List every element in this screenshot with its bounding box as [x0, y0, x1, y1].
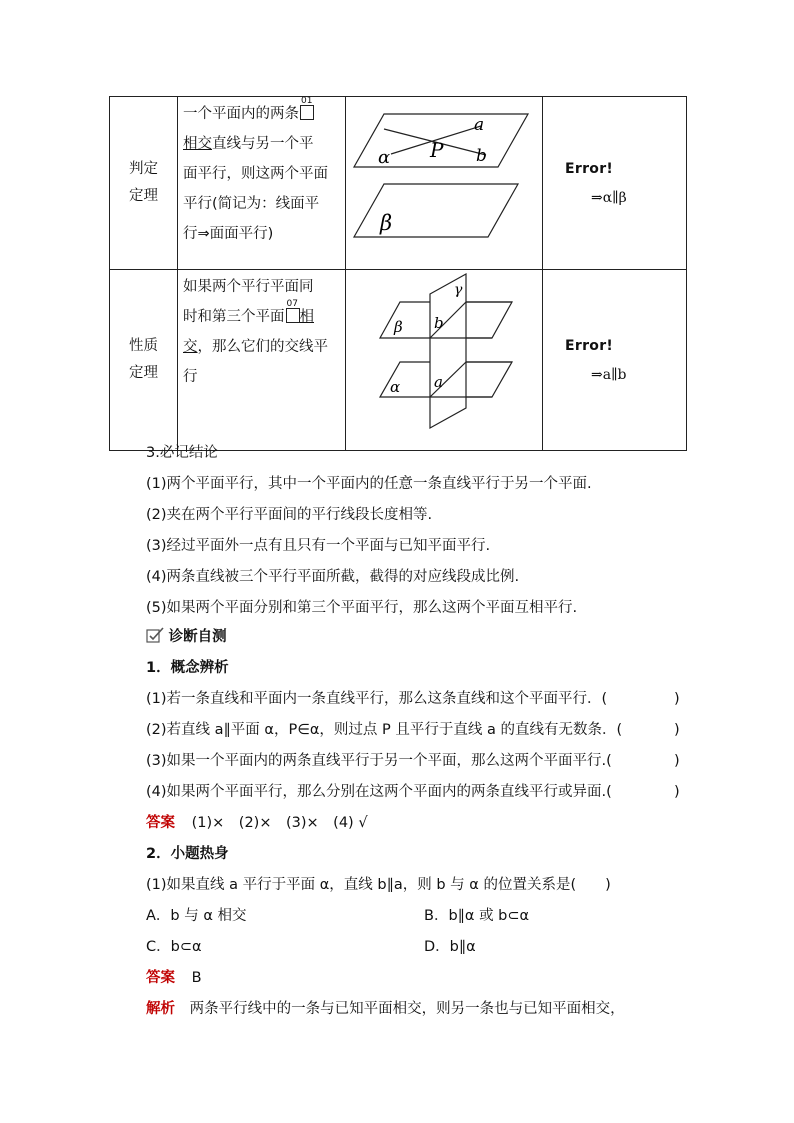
- checkbox-check-icon: [146, 627, 164, 643]
- parallel-planes-figure: [346, 97, 542, 265]
- label-alpha: α: [390, 378, 401, 396]
- theorem-table: [109, 96, 687, 451]
- label-a: a: [474, 115, 485, 135]
- close-paren: ): [674, 722, 680, 738]
- question: (1)如果直线 a 平行于平面 α，直线 b∥a，则 b 与 α 的位置关系是( ): [146, 877, 611, 893]
- underlined-char: 交: [183, 339, 198, 355]
- answer-line: 答案 B: [146, 970, 202, 986]
- label-b: b: [434, 314, 444, 332]
- conclusion-item: (2)夹在两个平行平面间的平行线段长度相等.: [146, 507, 433, 523]
- label-P: P: [430, 138, 444, 162]
- diagnosis-header: 诊断自测: [146, 627, 227, 647]
- judgment-item: (4)如果两个平面平行，那么分别在这两个平面内的两条直线平行或异面.(: [146, 784, 612, 800]
- conclusion-item: (5)如果两个平面分别和第三个平面平行，那么这两个平面互相平行.: [146, 600, 578, 616]
- row-description: 如果两个平行平面同 时和第三个平面 07 相 交，那么它们的交线平 行: [178, 270, 346, 451]
- desc-line: 直线与另一个平: [212, 136, 314, 152]
- judgment-item: (1)若一条直线和平面内一条直线平行，那么这条直线和这个平面平行．(: [146, 691, 608, 707]
- label-alpha: α: [378, 147, 391, 168]
- close-paren: ): [674, 753, 680, 769]
- option-a: A．b 与 α 相交: [146, 908, 247, 924]
- section-title: 3.必记结论: [146, 445, 218, 461]
- label-b: b: [476, 146, 487, 166]
- analysis-line: 解析 两条平行线中的一条与已知平面相交，则另一条也与已知平面相交，: [146, 1001, 625, 1017]
- option-d: D．b∥α: [424, 939, 476, 955]
- row-symbols: Error! ⇒α∥β: [543, 97, 687, 270]
- part2-title: 2．小题热身: [146, 846, 229, 862]
- label-beta: β: [380, 211, 393, 235]
- row-figure: [346, 97, 543, 270]
- label-a: a: [434, 373, 443, 391]
- table-row: [110, 270, 687, 451]
- row-figure: [346, 270, 543, 451]
- table-row: [110, 97, 687, 270]
- row-category: 性质 定理: [110, 270, 178, 451]
- answer-line: 答案 (1)× (2)× (3)× (4) √: [146, 815, 368, 831]
- row-category: 判定 定理: [110, 97, 178, 270]
- label-gamma: γ: [454, 282, 463, 298]
- part1-title: 1．概念辨析: [146, 660, 229, 676]
- conclusion-item: (4)两条直线被三个平行平面所截，截得的对应线段成比例.: [146, 569, 520, 585]
- close-paren: ): [674, 691, 680, 707]
- blank-marker: 07: [286, 308, 300, 323]
- row-symbols: Error! ⇒a∥b: [543, 270, 687, 451]
- close-paren: ): [674, 784, 680, 800]
- row-description: 一个平面内的两条 01 相交直线与另一个平 面平行，则这两个平面 平行(简记为：线面平 行⇒面面平行): [178, 97, 346, 270]
- option-c: C．b⊂α: [146, 939, 202, 955]
- option-b: B．b∥α 或 b⊂α: [424, 908, 530, 924]
- blank-marker: 01: [300, 105, 314, 120]
- label-beta: β: [394, 318, 403, 336]
- judgment-item: (2)若直线 a∥平面 α，P∈α，则过点 P 且平行于直线 a 的直线有无数条．(: [146, 722, 623, 738]
- intersecting-plane-figure: [346, 270, 542, 446]
- judgment-item: (3)如果一个平面内的两条直线平行于另一个平面，那么这两个平面平行.(: [146, 753, 612, 769]
- desc-line: ，那么它们的交线平: [197, 339, 328, 355]
- conclusion-item: (1)两个平面平行，其中一个平面内的任意一条直线平行于另一个平面.: [146, 476, 592, 492]
- conclusion-item: (3)经过平面外一点有且只有一个平面与已知平面平行.: [146, 538, 491, 554]
